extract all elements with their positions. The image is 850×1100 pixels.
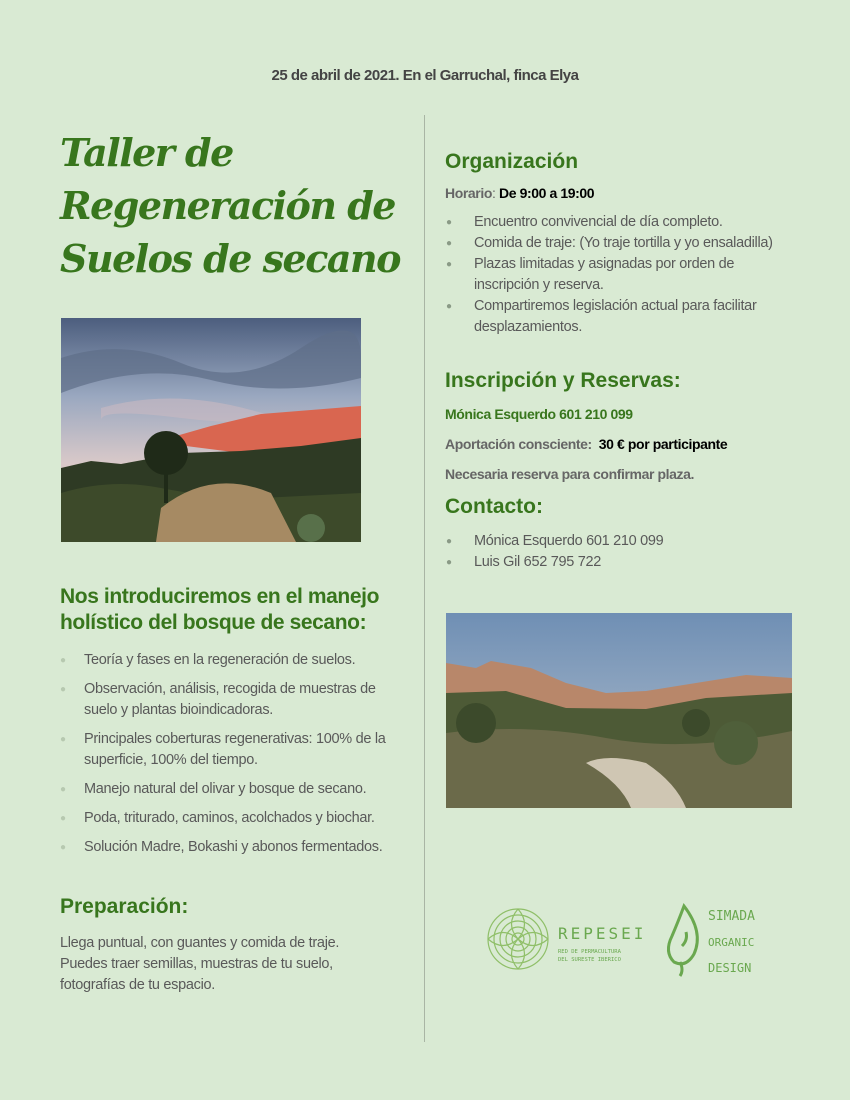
contact-heading: Contacto: (445, 495, 543, 518)
title-line-1: Taller de (60, 130, 233, 175)
repesei-name: REPESEI (558, 924, 647, 943)
title-line-3: Suelos de secano (60, 236, 400, 281)
list-item: ● Compartiremos legislación actual para facilitar desplazamientos. (445, 296, 800, 338)
repesei-logo (486, 906, 647, 974)
registration-contact: Mónica Esquerdo 601 210 099 (445, 406, 633, 422)
contact-list (445, 531, 800, 573)
list-item: ● Plazas limitadas y asignadas por orden de inscripción y reserva. (445, 254, 800, 296)
header-date-location: 25 de abril de 2021. En el Garruchal, finca Elya (271, 67, 579, 84)
list-item: ● Manejo natural del olivar y bosque de secano. (60, 779, 410, 800)
list-item: ● Poda, triturado, caminos, acolchados y biochar. (60, 808, 410, 829)
list-item: ● Principales coberturas regenerativas: 100% de la superficie, 100% del tiempo. (60, 729, 410, 771)
column-divider (424, 115, 425, 1042)
list-item: ● Encuentro convivencial de día completo. (445, 212, 800, 233)
simada-line-1: SIMADA (708, 909, 755, 924)
list-item: ● Solución Madre, Bokashi y abonos fermentados. (60, 837, 410, 858)
simada-line-2: ORGANIC (708, 936, 755, 949)
contribution-value: 30 € por participante (598, 436, 728, 452)
list-item: ● Observación, análisis, recogida de muestras de suelo y plantas bioindicadoras. (60, 679, 410, 721)
title-line-2: Regeneración de (60, 183, 395, 228)
repesei-subtitle-1: RED DE PERMACULTURA (558, 949, 621, 955)
list-item: ● Mónica Esquerdo 601 210 099 (445, 531, 800, 552)
schedule-value: De 9:00 a 19:00 (498, 185, 595, 201)
organization-heading: Organización (445, 150, 579, 173)
intro-topics-list (60, 650, 410, 866)
contribution-label: Aportación consciente: (445, 436, 592, 452)
preparation-text: Llega puntual, con guantes y comida de traje. Puedes traer semillas, muestras de tu suelo, fotografías de tu espacio. (60, 935, 340, 993)
repesei-subtitle-2: DEL SURESTE IBERICO (558, 957, 621, 963)
registration-heading: Inscripción y Reservas: (445, 369, 681, 392)
schedule-label: Horario (445, 185, 492, 201)
simada-logo (664, 902, 764, 980)
simada-line-3: DESIGN (708, 961, 752, 975)
contribution (445, 436, 727, 452)
reservation-note: Necesaria reserva para confirmar plaza. (445, 466, 694, 482)
sunset-cliff-photo (61, 318, 361, 542)
list-item: ● Luis Gil 652 795 722 (445, 552, 800, 573)
organization-list (445, 212, 800, 338)
list-item: ● Comida de traje: (Yo traje tortilla y yo ensaladilla) (445, 233, 800, 254)
forest-path-photo (446, 613, 792, 808)
schedule: Horario: De 9:00 a 19:00 (445, 185, 595, 201)
simada-leaf-icon (664, 902, 764, 980)
preparation-heading: Preparación: (60, 895, 189, 918)
list-item: ● Teoría y fases en la regeneración de suelos. (60, 650, 410, 671)
repesei-mandala-icon (486, 906, 647, 974)
page-title (60, 126, 400, 285)
intro-heading: Nos introduciremos en el manejo holístico del bosque de secano: (60, 585, 380, 634)
